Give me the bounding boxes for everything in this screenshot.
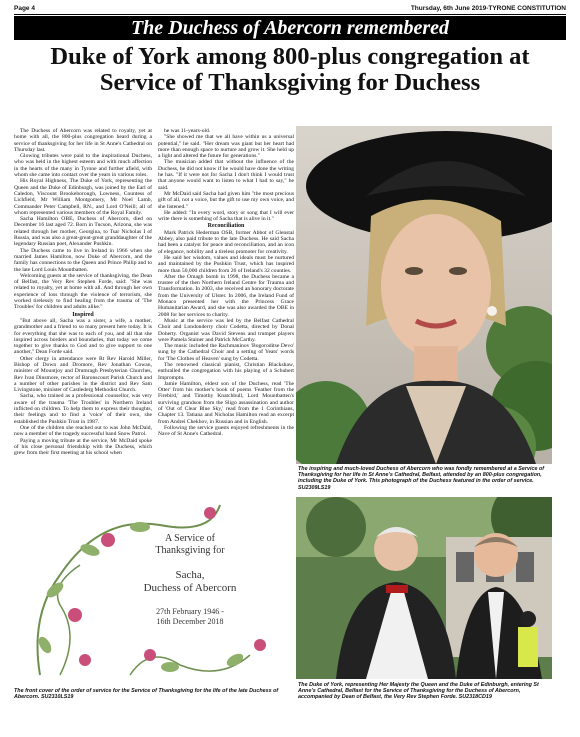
article-column-1: [14, 128, 152, 508]
paragraph: Mr McDaid said Sacha had given him "the most precious gift of all, not a voice, but the gift to use my own voice, and she listened.": [158, 190, 294, 210]
paragraph: The Duchess of Abercorn was related to royalty, yet at home with all, the 800-plus congregation heard during a service of thanksgiving for her life in St Anne's Cathedral on Thursday last.: [14, 128, 152, 153]
paragraph: He said her wisdom, values and ideals must be nurtured and maintained by the Pushkin Trust, which has inspired more than 50,000 children from 26 of Ireland's 32 counties.: [158, 254, 294, 274]
paragraph: "She showed me that we all have within us a universal potential," he said. "Her dream was giant but her heart had more than enough space to nurture and grow it. She held up a light and altered the future for generations.": [158, 134, 294, 160]
order-of-service-cover: [20, 495, 290, 682]
paragraph: "But above all, Sacha was a sister, a wife, a mother, grandmother and a friend to so many present here today. It is for everything that she was to each of you, and all that she inspired across borders and boundaries, that today we come together to give thanks to God and to give support to one another," Dean Forde said.: [14, 317, 152, 356]
paragraph: Glowing tributes were paid to the inspirational Duchess, who was held in the highest esteem and with much affection in the hearts of the many in Tyrone and further afield, with whom she came into contact over the years in various roles.: [14, 153, 152, 179]
headline-line-2: Service of Thanksgiving for Duchess: [99, 69, 481, 96]
paragraph: Music at the service was led by the Belfast Cathedral Choir and Londonderry choir Codetta, directed by Donal Doherty. Organist was David Stevens and trumpet players were Pamela Stainer and Patrick McCarthy.: [158, 317, 294, 343]
paragraph: Mark Patrick Hederman OSB, former Abbot of Glenstal Abbey, also paid tribute to the late Duchess. He said Sacha had been a catalyst for peace and reconciliation, and an icon of elegance, nobility and a tireless promoter for creativity.: [158, 229, 294, 255]
header-rule: [14, 14, 566, 15]
paragraph: Jamie Hamilton, eldest son of the Duchess, read 'The Otter' from his mother's book of poems 'Feather from the Firebird,' and Timothy Knatchbull, Lord Mountbatten's surviving grandson from the Sligo assassination and author of 'Out of Clear Blue Sky,' read from the 1 Corinthians, Chapter 13. Tatiana and Nicholas Hamilton read an excerpt from Andrei Chekhov, in Russian and in English.: [158, 380, 294, 425]
cover-text: [115, 533, 265, 627]
paragraph: He added: "In every word, story or song that I will ever write there is something of Sacha that is alive in it.": [158, 209, 294, 223]
paragraph: The renowned classical pianist, Christian Blackshaw, enthralled the congregation with his playing of a Schubert Impromptu.: [158, 361, 294, 381]
paragraph: Other clergy in attendance were Rt Rev Harold Miller, Bishop of Down and Dromore, Rev Jonathan Cowan, minister of Mountjoy and Drumragh Presbyterian Churches, Rev Ivan Dinsmore, rector of Baronscourt Parish Church and a number of other parishes in the district and Rev Sam Livingstone, minister of Castlederg Methodist Church.: [14, 355, 152, 394]
cover-line-2: Thanksgiving for: [155, 545, 225, 556]
subheading: Inspired: [72, 311, 94, 318]
paragraph: After the Omagh bomb in 1998, the Duchess became a trustee of the then Northern Ireland Centre for Trauma and Transformation. In 2003, she received an honorary doctorate from the University of Ulster. In 2006, the Ireland Fund of Monaco presented her with the Princess Grace Humanitarian Award, and she was also awarded the OBE in 2008 for her services to charity.: [158, 273, 294, 318]
cover-line-1: A Service of: [165, 533, 215, 544]
paragraph: Sacha Hamilton OBE, Duchess of Abercorn, died on December 16 last aged 72. Born in Tucson, Arizona, she was related through her mother, Georgina, to Tsar Nicholas I of Russia, and was also a great-great-great granddaughter of the legendary Russian poet, Alexander Pushkin.: [14, 216, 152, 248]
duchess-portrait-photo: [296, 126, 552, 464]
photo2-caption: The Duke of York, representing Her Majesty the Queen and the Duke of Edinburgh, entering St Anne's Cathedral, Belfast for the Service of Thanksgiving for the Duchess of Abercorn, accompanied by Dean of Belfast, the Very Rev Stephen Forde. SU2318CD19: [298, 682, 539, 701]
paragraph: His Royal Highness, The Duke of York, representing the Queen and the Duke of Edinburgh, was joined by the Earl of Caledon, Viscount Brookeborough, Lowness, Countess of Lichfield, Mr William Montgomery, Mr Noel Lamb, Commander Peter Campbell, RN., and Lord O'Neill; all of whom represented various members of the Royal Family.: [14, 178, 152, 216]
page-number: Page 4: [14, 4, 35, 12]
photo1-caption: The inspiring and much-loved Duchess of Abercorn who was fondly remembered at a Service of Thanksgiving for her life in St Anne's Cathedral, Belfast, attended by an 800-plus congregation, including the Duke of York. This photograph of the Duchess featured in the order of service. SU2309LS19: [298, 466, 545, 491]
paragraph: Welcoming guests at the service of thanksgiving, the Dean of Belfast, the Very Rev Stephen Forde, said: "She was related to royalty, yet at home with all. And through her own experience of loss through the violence of terrorism, she worked tirelessly to find healing from the trauma of 'The Troubles' for children and adults alike.": [14, 272, 152, 311]
paragraph: The Duchess came to live in Ireland in 1966 when she married James Hamilton, now Duke of Abercorn, and the family has connections to the Queen and Prince Philip and to the late Lord Louis Mountbatten.: [14, 247, 152, 273]
article-column-2: [158, 128, 294, 498]
cover-caption: The front cover of the order of service for the Service of Thanksgiving for the life of the late Duchess of Abercorn. SU2310LS19: [14, 688, 279, 701]
paragraph: One of the children she reached out to was John McDaid, now a member of the tragedy successful band Snow Patrol.: [14, 424, 152, 438]
cover-name-1: Sacha,: [175, 569, 205, 581]
cover-dates-2: 16th December 2018: [156, 617, 224, 626]
paragraph: Following the service guests enjoyed refreshments in the Nave of St Anne's Cathedral.: [158, 424, 294, 438]
subheading: Reconciliation: [207, 223, 245, 230]
section-banner: The Duchess of Abercorn remembered: [14, 16, 566, 40]
paragraph: The musician added that without the influence of the Duchess, he did not know if he would have done the writing he has. "If it were not for Sacha I don't think I would trust that anyone would want to listen to what I had to say," he said.: [158, 159, 294, 191]
page-header: [14, 2, 566, 14]
paragraph: The music included the Rachmaninov 'Bogoroditse Devo' sung by the Cathedral Choir and a setting of Yeats' words for 'The Clothes of Heaven' sung by Codetta.: [158, 343, 294, 362]
headline: [14, 44, 566, 96]
paragraph: he was 11-years-old.: [164, 128, 211, 134]
paragraph: Paying a moving tribute at the service, Mr McDaid spoke of his close personal friendship with the Duchess, which grew from their first meeting at his school when: [14, 437, 152, 457]
cover-name-2: Duchess of Abercorn: [143, 582, 237, 594]
headline-line-1: Duke of York among 800-plus congregation at: [50, 43, 530, 70]
duke-of-york-photo: [296, 497, 552, 679]
issue-date: Thursday, 6th June 2019-TYRONE CONSTITUTION: [410, 4, 566, 12]
cover-dates-1: 27th February 1946 -: [156, 607, 224, 616]
paragraph: Sacha, who trained as a professional counsellor, was very aware of the trauma 'The Troubles' in Northern Ireland inflicted on children. To help them to express their thoughts, their feelings and to find a 'voice' of their own, she established the Pushkin Trust in 1987.: [14, 393, 152, 425]
